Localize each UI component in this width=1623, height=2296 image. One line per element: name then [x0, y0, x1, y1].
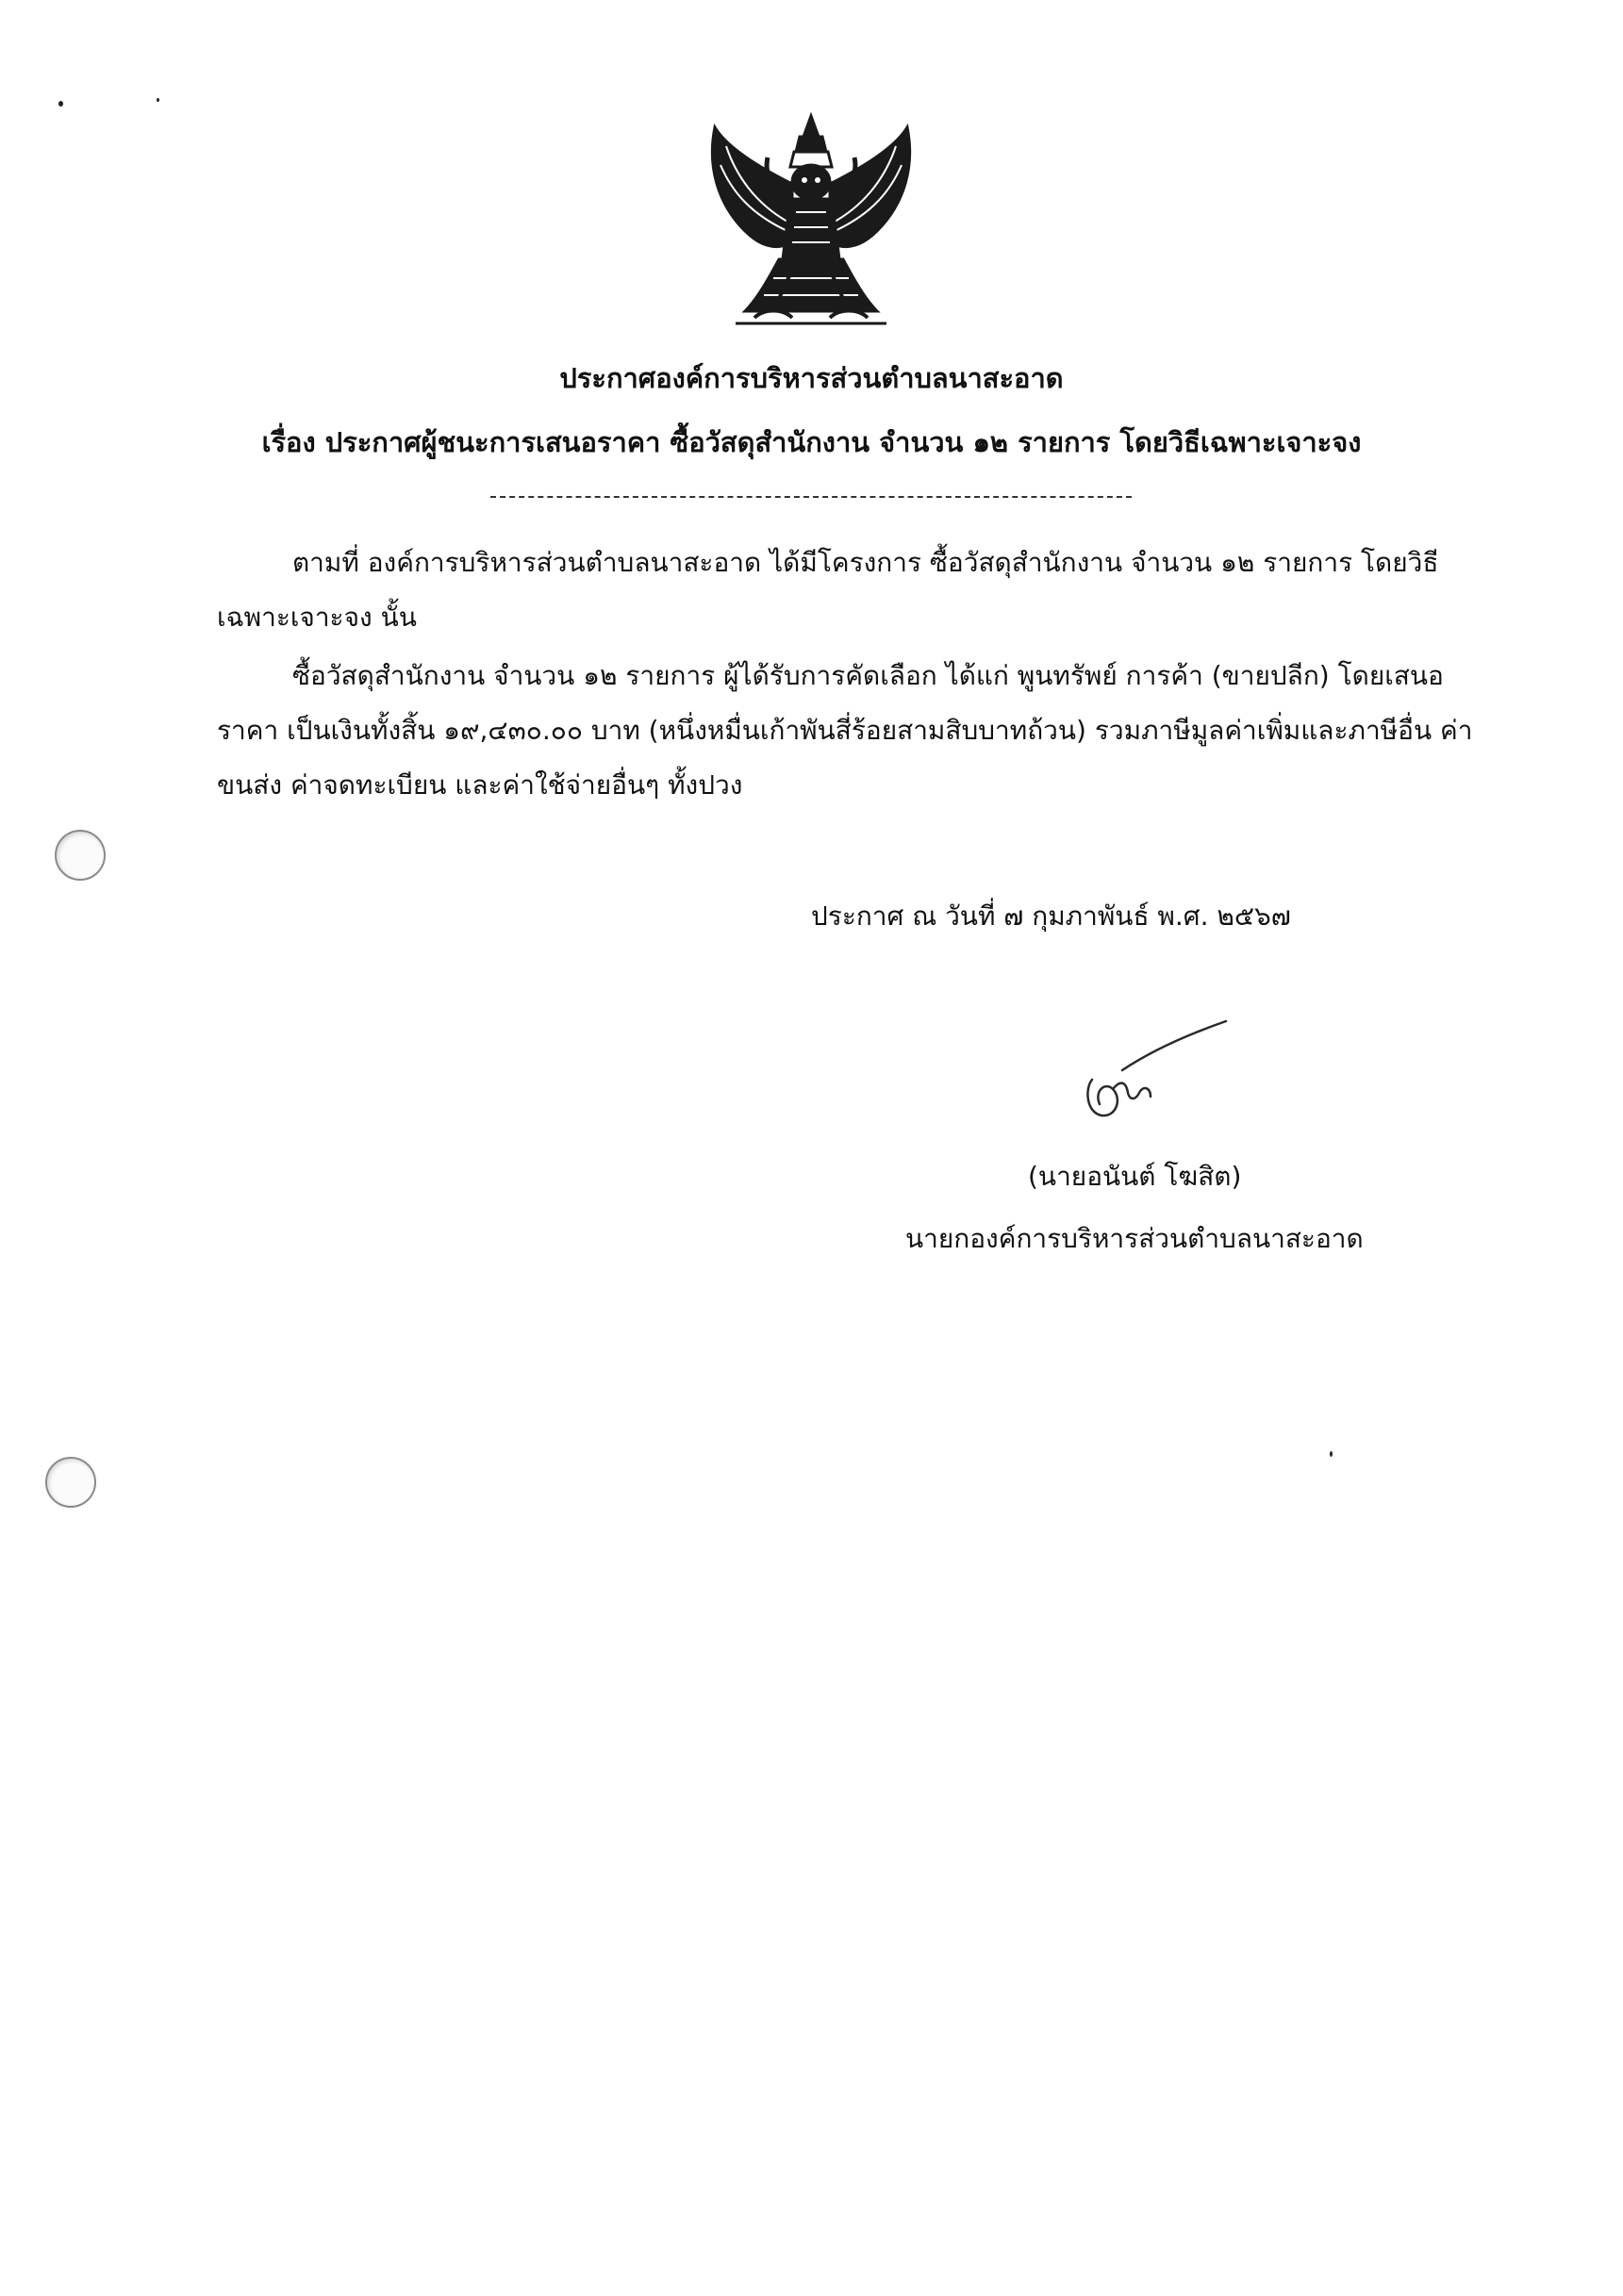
- paragraph-project: [217, 536, 1462, 645]
- header-divider: [490, 496, 1132, 498]
- paragraph-line: ตามที่ องค์การบริหารส่วนตำบลนาสะอาด ได้มีโครงการ ซื้อวัสดุสำนักงาน จำนวน ๑๒ รายการ โดยวิธี: [292, 547, 1439, 578]
- announcement-date: ประกาศ ณ วันที่ ๗ กุมภาพันธ์ พ.ศ. ๒๕๖๗: [811, 900, 1291, 932]
- scan-speck: [58, 101, 63, 107]
- garuda-emblem-icon: [698, 108, 924, 339]
- punch-hole-top: [55, 830, 106, 881]
- signer-title: นายกองค์การบริหารส่วนตำบลนาสะอาด: [905, 1223, 1364, 1254]
- scan-speck: [157, 98, 159, 102]
- paragraph-line: ซื้อวัสดุสำนักงาน จำนวน ๑๒ รายการ ผู้ได้รับการคัดเลือก ได้แก่ พูนทรัพย์ การค้า (ขายปลีก) โดยเสนอ: [292, 660, 1444, 691]
- paragraph-winner: [217, 649, 1473, 813]
- punch-hole-bottom: [45, 1457, 96, 1508]
- announcement-subject: เรื่อง ประกาศผู้ชนะการเสนอราคา ซื้อวัสดุสำนักงาน จำนวน ๑๒ รายการ โดยวิธีเฉพาะเจาะจง: [261, 426, 1362, 458]
- scan-speck: [1330, 1451, 1333, 1457]
- paragraph-line: ขนส่ง ค่าจดทะเบียน และค่าใช้จ่ายอื่นๆ ทั้งปวง: [217, 769, 743, 801]
- handwritten-signature: [1066, 1014, 1235, 1136]
- announcement-title: ประกาศองค์การบริหารส่วนตำบลนาสะอาด: [559, 362, 1064, 394]
- signer-name: (นายอนันต์ โฆสิต): [1028, 1161, 1242, 1192]
- paragraph-line: เฉพาะเจาะจง นั้น: [217, 602, 417, 633]
- paragraph-line: ราคา เป็นเงินทั้งสิ้น ๑๙,๔๓๐.๐๐ บาท (หนึ่งหมื่นเก้าพันสี่ร้อยสามสิบบาทถ้วน) รวมภาษีมูลค่าเพิ่มและภาษีอื่น ค่า: [217, 715, 1473, 746]
